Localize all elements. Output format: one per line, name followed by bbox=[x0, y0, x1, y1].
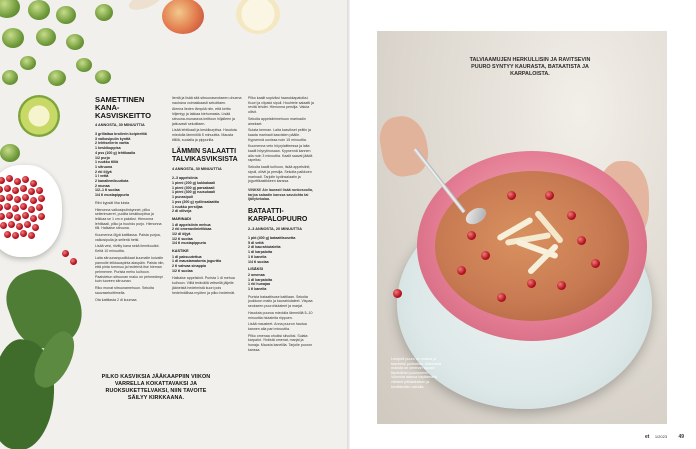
sauce-list bbox=[172, 255, 242, 274]
apple-half-image bbox=[236, 0, 280, 34]
brussels-sprout-image bbox=[48, 70, 66, 86]
ingredient-item: 1 dl appelsiinin mehua bbox=[172, 222, 211, 227]
brussels-sprout-image bbox=[2, 28, 24, 48]
extras-list bbox=[248, 273, 316, 292]
recipe-title: BATAATTI-KARPALOPUURO bbox=[248, 208, 308, 224]
extras-heading: LISÄKSI bbox=[248, 267, 263, 272]
ingredient-item: 1/4 tl mustapippuria bbox=[172, 241, 206, 246]
recipe-step: Lisää mausteet. Anna puuron hautua kannen alla pari minuuttia. bbox=[248, 322, 307, 331]
recipe-step: Purista bataattisose kattilaan. Sekoita joukkoon maito ja kaurahiutaleet. Vispaa seokseen puurohiutaleet ja marjat. bbox=[248, 294, 313, 309]
recipe-step: Hienonna valkosipulinkynnet, pilko sellerinvarret, puolita keskikurpitsa ja leikkaa se 1 cm:n paloiksi. Hienonna lehtikaali, pilko ja huuhdo purjo. Hienonna tilli. Halkaise sitruuna. bbox=[95, 207, 162, 231]
ingredient-item: 2 munaa bbox=[95, 183, 110, 188]
recipe-step: Alenna lieden lämpöä niin, että keitto hiljentyy ja lakkaa kiehumasta. Lisää sitruuna-munaseos keittoon hiljalleen ja jatkuvasti sekoittaen. bbox=[172, 107, 235, 126]
ingredient-item: 1 pieni (300 g) parsakaali bbox=[172, 185, 215, 190]
folio-brand: et bbox=[644, 434, 650, 440]
recipe-step: Riivi kypsät liha luista. bbox=[95, 200, 131, 205]
recipe-servings: 4 ANNOSTA, 30 MINUUTTIA bbox=[95, 123, 145, 127]
brussels-sprout-image bbox=[28, 0, 50, 20]
ingredient-item: 1 sitruuna bbox=[95, 164, 113, 169]
recipe-servings: 2–3 ANNOSTA, 20 MINUUTTIA bbox=[248, 227, 303, 232]
ingredient-item: 1 tl kanelia bbox=[248, 254, 267, 259]
ingredient-item: 1 pieni (300 g) ruusukaali bbox=[172, 190, 215, 195]
ingredient-item: 1 pkt (400 g) bataattisosetta bbox=[248, 236, 296, 241]
ingredient-item: 1 keskikuppisa bbox=[95, 146, 121, 151]
recipe-step: Pilko kaalit sopiviksi haarukkapaloiksi. Kuori ja viipaloi sipuli. Huuhtele salaatti ja revitä lehdet. Hienonna persilja. Valuta oliivit. bbox=[248, 96, 314, 115]
brussels-sprout-image bbox=[95, 70, 111, 84]
tip-vinkki: VINKKI! Aiv laurasti lisää runkosoolla, tarjoa salaatin kanssa savulohta tai ljällykekalaa. bbox=[248, 187, 313, 202]
recipe-step: Kuumenna veto höyrylaitteessa ja laita kaalit höyrytinosaan. Kypsennä kannen alla noin 3 minuuttia. Kaalit saavat jäädä rapeiksi. bbox=[248, 144, 313, 163]
ingredient-item: 1 dl maustamatonta jogurttia bbox=[172, 259, 222, 264]
onion-image bbox=[127, 0, 164, 13]
folio-issue: 1/2023 bbox=[654, 434, 668, 439]
ingredient-item: 2 kanaliemikuutiota bbox=[95, 179, 129, 184]
brussels-sprout-image bbox=[76, 58, 92, 72]
ingredient-item: 3 valkosipulin kynttä bbox=[95, 136, 131, 141]
brussels-sprout-image bbox=[66, 34, 84, 50]
recipe-column-1 bbox=[95, 96, 165, 304]
ingredient-item: 1 tl kanelia bbox=[248, 286, 267, 291]
ingredient-item: 2 rkl omenaviinietikkaa bbox=[172, 227, 212, 232]
highlight-tip: PILKO KASVIKSIA JÄÄKAAPPIIN VIIKON VARRELLA KOKATTAVAKSI JA RUOKSUKETTELVAKSI, NIIN TAVOITE SÄILYY KIRKKAANA. bbox=[101, 374, 211, 401]
ingredient-item: 1/2–1 tl suolaa bbox=[95, 188, 120, 193]
photo-caption: Lempeä puuro on makea ja tarpeeksi pulleahan. Makeasta mausta on omenan tapaan täydellinen puuroomen. Voimista aamua käyttämällä vähänä pitkäaikaisen ja kenttämään valioilla. bbox=[391, 357, 442, 389]
recipe-title: SAMETTINEN KANA-KASVISKEITTO bbox=[95, 95, 151, 120]
recipe-column-3 bbox=[248, 96, 316, 354]
ingredient-item: 1/2 purjo bbox=[95, 155, 110, 160]
ingredient-item: 5 dl vettä bbox=[248, 240, 264, 245]
recipe-step: Ota kattilasta 2 dl kuumaa bbox=[95, 297, 137, 302]
ingredient-item: 1/4 tl mustapippuria bbox=[95, 193, 129, 198]
ingredient-item: 1 pieni (200 g) kukkakaali bbox=[172, 181, 216, 186]
sauce-heading: KASTIKE bbox=[172, 249, 189, 254]
ingredient-item: 1 dl karpaloita bbox=[248, 250, 273, 255]
recipe-step: Hauduta puuroa miedolla lämmöllä 5–10 minuuttia hiutaleita riippuen. bbox=[248, 310, 313, 320]
brussels-sprout-image bbox=[0, 144, 20, 162]
ingredient-item: 2–3 appelsiinia bbox=[172, 176, 198, 181]
apple-slices-image bbox=[495, 206, 575, 276]
page-folio bbox=[645, 434, 684, 440]
recipe-column-2 bbox=[172, 96, 242, 297]
recipe-step: Halkaise appelsiinit. Purista 1 dl mehua kulhoon. Viillä terävällä veitsellä jäljelle jääneistä hedelmistä kuori pois hedelmälihaa myöten ja pilko hedelmät. bbox=[172, 276, 236, 295]
recipe-step: Sulata kerman. Laita kasvikset peltiin ja kaada marinadi kasvisten päälle. Kypsennä uunissa noin 15 minuuttia. bbox=[248, 128, 311, 142]
ingredient-item: 1 dl karpaloita bbox=[248, 277, 273, 282]
brussels-sprout-image bbox=[36, 28, 56, 46]
recipe-step: Laita sitruunanpuolikkaat kuumalle kuivalle pannulle leikkauspinta alaspäin. Paista niin, että pinta tummuu ja hedelmä itse hieman pehmenee. Purista mehu kulhoon. Paahdetun sitruunan maku on pehmeämpi kuin tuoreen sitruunan. bbox=[95, 255, 165, 284]
cranberry-image bbox=[70, 258, 77, 265]
recipe-step: Pilko omenaa ohuiksi siivuiksi. Sulata karpalot. Yhdistä omenat, marjat ja hunaja. Mausta kanelilla. Tarjoile puuron kanssa. bbox=[248, 333, 313, 352]
ingredient-item: 2 dl kaurahiutaleita bbox=[248, 245, 281, 250]
brussels-sprout-image bbox=[2, 70, 18, 85]
brussels-sprout-image bbox=[0, 0, 20, 18]
ingredient-item: 1 punasipuli bbox=[172, 195, 193, 200]
page-number: 49 bbox=[678, 434, 684, 440]
marinade-heading: MARINADI bbox=[172, 216, 191, 221]
ingredient-item: 2 rkl öljyä bbox=[95, 169, 112, 174]
recipe-step: Lisää lehtikaali ja keskikurpitsa. Hauduta miedolla lämmöllä 5 minuuttia. Mausta tillillä, suolalla ja pippurilla. bbox=[172, 128, 237, 142]
ingredient-list bbox=[172, 176, 242, 214]
ingredient-item: 1 pss (200 g) rydlinsalaattia bbox=[172, 199, 219, 204]
brussels-sprout-image bbox=[56, 6, 76, 24]
ingredient-item: 1 ruukku persiljaa bbox=[172, 204, 203, 209]
ingredient-item: 1 ruukku tilliä bbox=[95, 160, 119, 165]
recipe-step: Sekoita kaalit kulhoon, lisää appelsiinit, sipuli, oliivit ja persilja. Sekoita paikkoen marinadi. Tarjoile kydinsalaatin ja jogurttikastikkeen kanssa. bbox=[248, 165, 312, 184]
ingredient-item: 3 grillattua broilerin koipireittä bbox=[95, 132, 147, 136]
recipe-step: Kuumenna öljyä kattilassa. Paista purjoa, valkosipulia ja selleriä hetki. bbox=[95, 233, 161, 242]
photo-headline: TALVIAAMUJEN HERKULLISIN JA RAVITSEVIN PUURO SYNTYY KAURASTA, BATAATISTA JA KARPALOISTA. bbox=[469, 57, 591, 77]
ingredient-item: 2 dl oliiveja bbox=[172, 209, 192, 214]
cranberry-cluster bbox=[0, 173, 54, 249]
ingredient-item: 1/2 tl suolaa bbox=[172, 236, 193, 241]
recipe-servings: 4 ANNOSTA, 30 MINUUTTIA bbox=[172, 167, 222, 172]
ingredient-item: 2 lehtisellerin vartta bbox=[95, 141, 129, 146]
ingredient-item: 2 tl vahvaa sinappia bbox=[172, 264, 206, 269]
recipe-step: lientä ja lisää sitä sitruunaseokseen ohuena nauhana voimakkaasti sekoittaen. bbox=[172, 96, 242, 105]
ingredient-item: 1 rkl hunajaa bbox=[248, 282, 270, 287]
ingredient-item: 1 dl paksuutettua bbox=[172, 254, 202, 259]
brussels-sprout-image bbox=[95, 4, 113, 21]
ingredient-list bbox=[248, 236, 316, 264]
recipe-step: Lisää vesi, riivitty kana sekä liemikuutiot. Keitä 10 minuuttia. bbox=[95, 244, 160, 254]
cranberry-image bbox=[62, 250, 69, 257]
apple-image bbox=[162, 0, 204, 34]
ingredient-item: 1 l vettä bbox=[95, 174, 109, 179]
ingredient-item: 2 omenaa bbox=[248, 272, 265, 277]
marinade-list bbox=[172, 223, 242, 247]
recipe-title: LÄMMIN SALAATTI TALVIKASVIKSISTA bbox=[172, 148, 238, 164]
ingredient-item: 4 pss (100 g) lehtikaalia bbox=[95, 150, 136, 155]
ingredient-item: 1/2 dl öljyä bbox=[172, 231, 191, 236]
ingredient-list bbox=[95, 132, 165, 198]
recipe-step: Sekoita appelsiinimehuun marinadin ainekset. bbox=[248, 116, 306, 126]
ingredient-item: 1/4 tl suolaa bbox=[248, 259, 269, 264]
recipe-step: Riko munat sitruunamehuun. Sekoita sauvasekoittimella. bbox=[95, 286, 154, 295]
brussels-sprout-image bbox=[20, 56, 36, 70]
lime-image bbox=[18, 95, 60, 137]
ingredient-item: 1/2 tl suolaa bbox=[172, 268, 193, 273]
